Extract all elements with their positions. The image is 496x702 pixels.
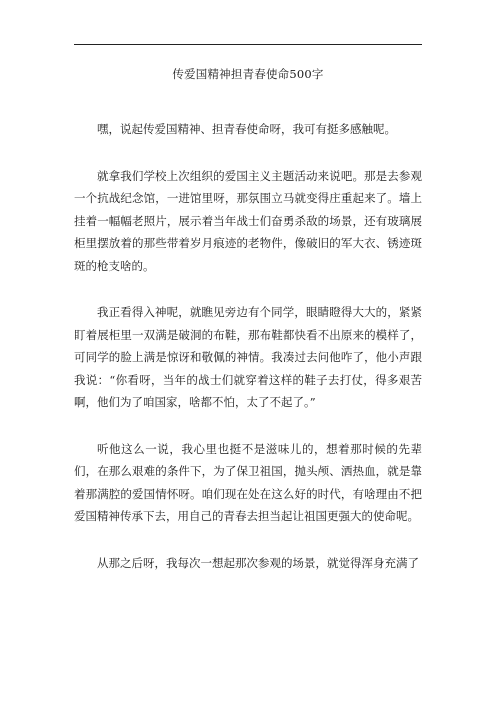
document-title: 传爱国精神担青春使命500字 [172,67,324,81]
paragraph-1: 嘿，说起传爱国精神、担青春使命呀，我可有挺多感触呢。 [97,122,396,136]
paragraph-4: 听他这么一说，我心里也挺不是滋味儿的，想着那时候的先辈们，在那么艰难的条件下，为了保卫祖国，抛头颅、洒热血，就是靠着那满腔的爱国情怀呀。咱们现在处在这么好的时代，有啥理由不把爱国精神传承下去，用自己的青春去担当起让祖国更强大的使命呢。 [74,441,422,523]
document-body [74,118,422,598]
paragraph-5: 从那之后呀，我每次一想起那次参观的场景，就觉得浑身充满了 [97,555,419,570]
paragraph-3: 我正看得入神呢，就瞧见旁边有个同学，眼睛瞪得大大的，紧紧盯着展柜里一双满是破洞的布鞋，那布鞋都快看不出原来的模样了，可同学的脸上满是惊讶和敬佩的神情。我凑过去问他咋了，他小声跟我说：“你看呀，当年的战士们就穿着这样的鞋子去打仗，得多艰苦啊，他们为了咱国家，啥都不怕，太了不起了。” [74,305,422,409]
header-rule [74,44,422,45]
paragraph-2: 就拿我们学校上次组织的爱国主义主题活动来说吧。那是去参观一个抗战纪念馆，一进馆里呀，那氛围立马就变得庄重起来了。墙上挂着一幅幅老照片，展示着当年战士们奋勇杀敌的场景，还有玻璃展柜里摆放着的那些带着岁月痕迹的老物件，像破旧的军大衣、锈迹斑斑的枪支啥的。 [74,168,422,273]
